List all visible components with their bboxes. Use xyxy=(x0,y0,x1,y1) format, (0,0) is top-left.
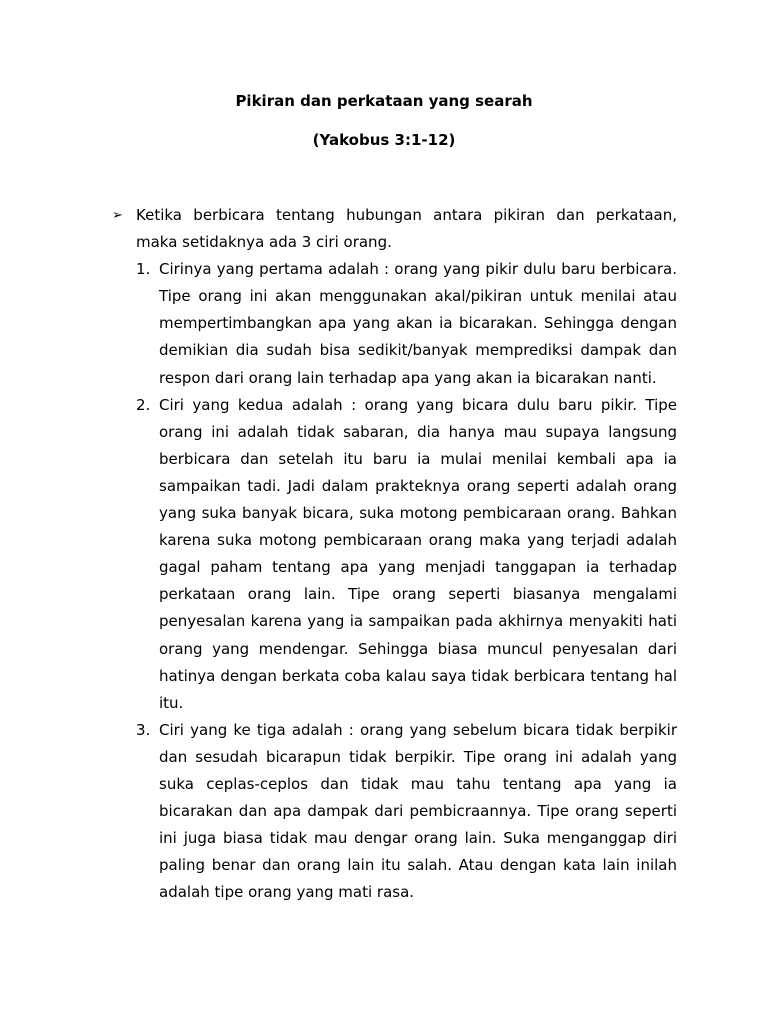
list-item-number: 1. xyxy=(136,260,151,279)
document-body xyxy=(112,202,677,906)
list-item xyxy=(112,392,677,717)
list-item-text: Cirinya yang pertama adalah : orang yang pikir dulu baru berbicara. Tipe orang ini akan menggunakan akal/pikiran untuk menilai atau mempertimbangkan apa yang akan ia bicarakan. Sehingga dengan demikian dia sudah bisa sedikit/banyak memprediksi dampak dan respon dari orang lain terhadap apa yang akan ia bicarakan nanti. xyxy=(159,260,677,387)
list-item xyxy=(112,256,677,391)
list-item-number: 2. xyxy=(136,395,151,414)
bullet-paragraph xyxy=(112,202,677,256)
arrow-bullet-icon: ➢ xyxy=(112,208,123,223)
list-item xyxy=(112,717,677,907)
list-item-text: Ciri yang kedua adalah : orang yang bicara dulu baru pikir. Tipe orang ini adalah tidak sabaran, dia hanya mau supaya langsung berbicara dan setelah itu baru ia mulai menilai kembali apa ia sampaikan tadi. Jadi dalam prakteknya orang seperti adalah orang yang suka banyak bicara, suka motong pembicaraan orang. Bahkan karena suka motong pembicaraan orang maka yang terjadi adalah gagal paham tentang apa yang menjadi tanggapan ia terhadap perkataan orang lain. Tipe orang seperti biasanya mengalami penyesalan karena yang ia sampaikan pada akhirnya menyakiti hati orang yang mendengar. Sehingga biasa muncul penyesalan dari hatinya dengan berkata coba kalau saya tidak berbicara tentang hal itu. xyxy=(159,395,677,712)
list-item-text: Ciri yang ke tiga adalah : orang yang sebelum bicara tidak berpikir dan sesudah bicarapun tidak berpikir. Tipe orang ini adalah yang suka ceplas-ceplos dan tidak mau tahu tentang apa yang ia bicarakan dan apa dampak dari pembicraannya. Tipe orang seperti ini juga biasa tidak mau dengar orang lain. Suka menganggap diri paling benar dan orang lain itu salah. Atau dengan kata lain inilah adalah tipe orang yang mati rasa. xyxy=(159,720,677,902)
document-title: Pikiran dan perkataan yang searah xyxy=(235,92,533,110)
list-item-number: 3. xyxy=(136,720,151,739)
bullet-paragraph-text: Ketika berbicara tentang hubungan antara pikiran dan perkataan, maka setidaknya ada 3 ciri orang. xyxy=(136,206,677,252)
document-subtitle: (Yakobus 3:1-12) xyxy=(312,131,456,149)
